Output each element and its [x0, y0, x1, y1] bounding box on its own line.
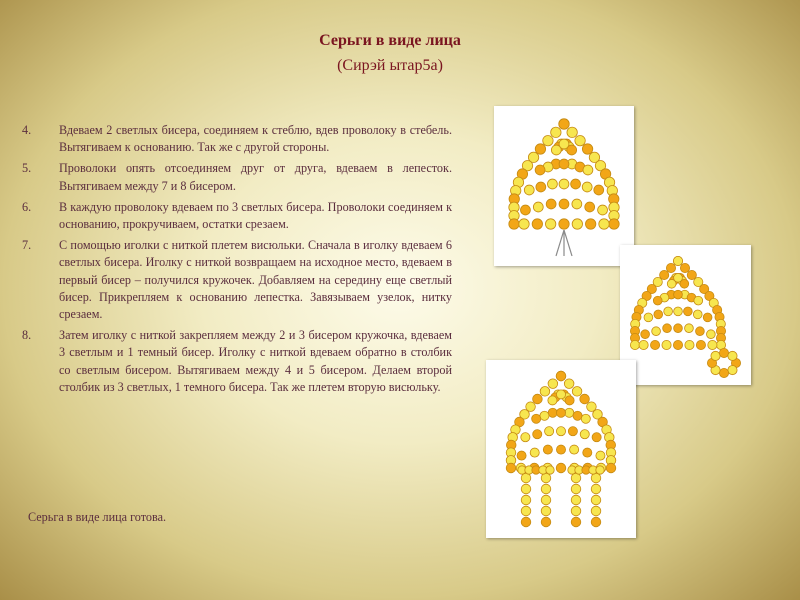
light-bead — [540, 411, 549, 420]
dark-bead — [585, 219, 595, 229]
dark-bead — [556, 408, 565, 417]
light-bead — [521, 433, 530, 442]
instruction-steps — [22, 122, 452, 400]
light-bead — [547, 179, 557, 189]
dark-bead — [683, 307, 692, 316]
light-bead — [575, 135, 585, 145]
light-bead — [556, 427, 565, 436]
dark-bead — [674, 290, 683, 299]
light-bead — [583, 165, 593, 175]
light-bead — [711, 351, 720, 360]
dark-bead — [568, 427, 577, 436]
step-number: 5. — [22, 161, 32, 176]
step-text: В каждую проволоку вдеваем по 3 светлых бисера. Проволоки соединяем к основанию, прокручиваем, остатки срезаем. — [59, 199, 452, 232]
dark-bead — [521, 205, 531, 215]
dark-bead — [565, 396, 574, 405]
light-bead — [708, 340, 717, 349]
light-bead — [541, 495, 551, 505]
step-number: 7. — [22, 238, 32, 253]
dark-bead — [641, 330, 650, 339]
dark-bead — [517, 451, 526, 460]
dark-bead — [654, 310, 663, 319]
slide-title: Серьги в виде лица — [319, 32, 461, 49]
dark-bead — [585, 202, 595, 212]
dark-bead — [653, 296, 662, 305]
light-bead — [564, 379, 574, 389]
dark-bead — [573, 411, 582, 420]
light-bead — [559, 179, 569, 189]
light-bead — [556, 390, 565, 399]
light-bead — [530, 448, 539, 457]
light-bead — [591, 484, 601, 494]
step-item — [22, 199, 452, 233]
dark-bead — [571, 517, 581, 527]
light-bead — [707, 330, 716, 339]
dark-bead — [666, 263, 675, 272]
finished-earring-drawing — [486, 360, 636, 538]
dark-bead — [533, 430, 542, 439]
light-bead — [685, 324, 694, 333]
step-text: Вдеваем 2 светлых бисера, соединяем к стеблю, вдев проволоку в стебель. Вытягиваем к основанию. Так же с другой стороны. — [59, 123, 452, 155]
dark-bead — [592, 433, 601, 442]
dark-bead — [582, 144, 592, 154]
dark-bead — [591, 517, 601, 527]
light-bead — [559, 139, 569, 149]
step-text: С помощью иголки с ниткой плетем висюльки. Сначала в иголку вдеваем 6 светлых бисера. Иголку с ниткой возвращаем на исходное место, вдеваем в первый бисер – получился кружочек. Добавляем на середину еще светлый бисер. Прикрепляем к основанию лепестка. Завязываем узелок, нитку срезаем. — [59, 238, 452, 322]
beaded-leaf-illustration — [494, 106, 634, 266]
dark-bead — [680, 263, 689, 272]
light-bead — [567, 127, 577, 137]
dark-bead — [559, 119, 569, 129]
light-bead — [543, 135, 553, 145]
dark-bead — [650, 340, 659, 349]
dark-bead — [606, 463, 616, 473]
dark-bead — [674, 324, 683, 333]
dark-bead — [543, 445, 552, 454]
light-bead — [674, 307, 683, 316]
light-bead — [521, 506, 531, 516]
dark-bead — [580, 394, 590, 404]
light-bead — [521, 495, 531, 505]
light-bead — [571, 495, 581, 505]
step-number: 6. — [22, 199, 32, 214]
final-note: Серьга в виде лица готова. — [28, 510, 167, 524]
dark-bead — [583, 448, 592, 457]
dark-bead — [719, 348, 728, 357]
light-bead — [591, 473, 601, 483]
dark-bead — [556, 445, 565, 454]
light-bead — [728, 351, 737, 360]
dark-bead — [533, 394, 543, 404]
beaded-leaf-loop-illustration — [620, 245, 751, 385]
dark-bead — [571, 179, 581, 189]
dark-bead — [536, 182, 546, 192]
light-bead — [598, 205, 608, 215]
dark-bead — [719, 368, 728, 377]
dark-bead — [556, 371, 566, 381]
light-bead — [591, 495, 601, 505]
dark-bead — [532, 414, 541, 423]
light-bead — [693, 310, 702, 319]
light-bead — [546, 466, 554, 474]
dark-bead — [663, 324, 672, 333]
beaded-leaf-loop-drawing — [620, 245, 751, 385]
light-bead — [580, 430, 589, 439]
step-item — [22, 160, 452, 194]
light-bead — [662, 340, 671, 349]
light-bead — [581, 414, 590, 423]
step-item — [22, 122, 452, 156]
light-bead — [533, 202, 543, 212]
light-bead — [582, 182, 592, 192]
dark-bead — [548, 408, 557, 417]
light-bead — [685, 340, 694, 349]
step-number: 8. — [22, 328, 32, 343]
dark-bead — [594, 185, 604, 195]
light-bead — [551, 127, 561, 137]
dark-bead — [673, 340, 682, 349]
step-item — [22, 237, 452, 323]
light-bead — [548, 379, 558, 389]
wire-line — [556, 230, 564, 256]
light-bead — [639, 340, 648, 349]
dark-bead — [509, 219, 519, 229]
light-bead — [664, 307, 673, 316]
dark-bead — [609, 219, 619, 229]
light-bead — [565, 408, 574, 417]
light-bead — [728, 365, 737, 374]
dark-bead — [559, 199, 569, 209]
light-bead — [540, 387, 550, 397]
light-bead — [571, 484, 581, 494]
light-bead — [644, 313, 653, 322]
dark-bead — [521, 517, 531, 527]
slide-subtitle: (Сирэй ытар5а) — [337, 57, 443, 74]
dark-bead — [541, 517, 551, 527]
slide-title-block — [200, 28, 580, 78]
light-bead — [541, 484, 551, 494]
light-bead — [674, 273, 683, 282]
step-item — [22, 327, 452, 396]
light-bead — [630, 340, 639, 349]
light-bead — [596, 466, 604, 474]
dark-bead — [696, 340, 705, 349]
dark-bead — [556, 463, 566, 473]
light-bead — [673, 256, 682, 265]
light-bead — [545, 427, 554, 436]
light-bead — [545, 219, 555, 229]
light-bead — [524, 185, 534, 195]
light-bead — [571, 473, 581, 483]
dark-bead — [696, 327, 705, 336]
step-text: Затем иголку с ниткой закрепляем между 2 и 3 бисером кружочка, вдеваем 3 светлым и 1 темный бисер. Иголку с ниткой вдеваем обратно в столбик со светлым бисером. Вытягиваем между 4 и 5 бисером. Делаем второй столбик из 3 светлых, 1 темного бисера. Так же плетем вторую висюльку. — [59, 328, 452, 394]
beaded-leaf-drawing — [494, 106, 634, 266]
step-text: Проволоки опять отсоединяем друг от друга, вдеваем в лепесток. Вытягиваем между 7 и 8 бисером. — [59, 161, 452, 193]
light-bead — [521, 473, 531, 483]
light-bead — [571, 506, 581, 516]
dark-bead — [506, 463, 516, 473]
light-bead — [596, 451, 605, 460]
light-bead — [572, 199, 582, 209]
light-bead — [541, 506, 551, 516]
light-bead — [591, 506, 601, 516]
light-bead — [541, 473, 551, 483]
dark-bead — [559, 219, 569, 229]
dark-bead — [703, 313, 712, 322]
dark-bead — [535, 165, 545, 175]
light-bead — [548, 396, 557, 405]
light-bead — [572, 387, 582, 397]
wire-line — [564, 230, 572, 256]
light-bead — [521, 484, 531, 494]
finished-earring-illustration — [486, 360, 636, 538]
light-bead — [694, 296, 703, 305]
light-bead — [652, 327, 661, 336]
light-bead — [572, 219, 582, 229]
dark-bead — [532, 219, 542, 229]
dark-bead — [535, 144, 545, 154]
light-bead — [599, 219, 609, 229]
step-number: 4. — [22, 123, 32, 137]
light-bead — [519, 219, 529, 229]
dark-bead — [559, 159, 569, 169]
light-bead — [570, 445, 579, 454]
dark-bead — [546, 199, 556, 209]
